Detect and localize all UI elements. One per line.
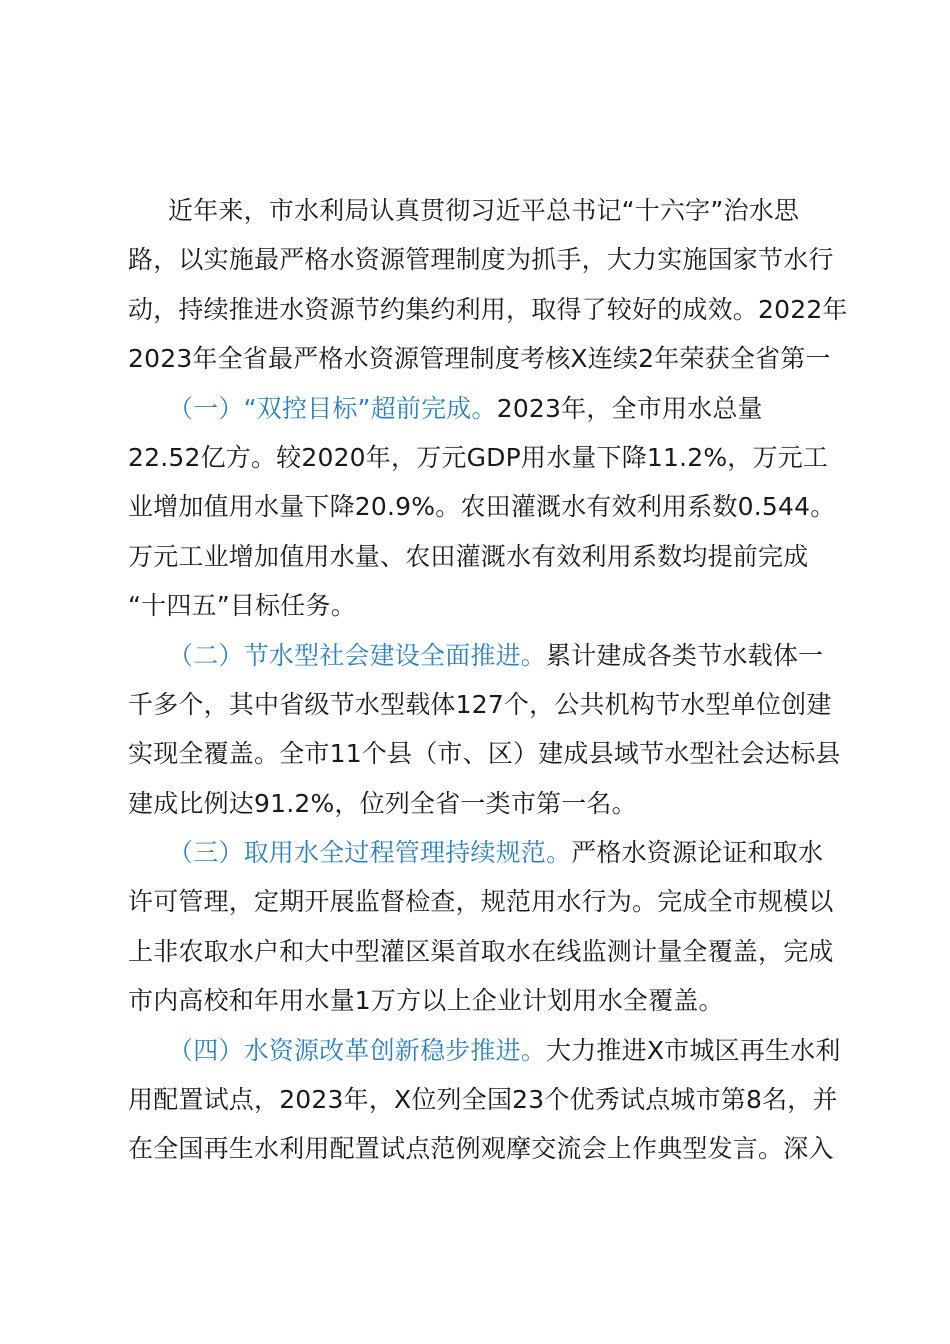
text-line: “十四五”目标任务。 xyxy=(128,591,356,621)
text-line: 市内高校和年用水量1万方以上企业计划用水全覆盖。 xyxy=(128,986,724,1016)
text-line: 千多个，其中省级节水型载体127个，公共机构节水型单位创建 xyxy=(128,689,832,719)
section-4-first-line-text: 大力推进X市城区再生水利 xyxy=(546,1035,841,1065)
text-line: 万元工业增加值用水量、农田灌溉水有效利用系数均提前完成 xyxy=(128,541,809,571)
text-line: 22.52亿方。较2020年，万元GDP用水量下降11.2%，万元工 xyxy=(128,442,829,472)
section-3-first-line-text: 严格水资源论证和取水 xyxy=(571,838,824,868)
document-page xyxy=(128,186,860,1174)
section-1-heading: （一）“双控目标”超前完成。 xyxy=(168,393,497,423)
text-line: 近年来，市水利局认真贯彻习近平总书记“十六字”治水思 xyxy=(168,196,800,225)
text-line: 建成比例达91.2%，位列全省一类市第一名。 xyxy=(128,788,637,818)
section-4-heading: （四）水资源改革创新稳步推进。 xyxy=(168,1035,547,1065)
section-4-paragraph xyxy=(128,1026,860,1174)
text-line: 路，以实施最严格水资源管理制度为抓手，大力实施国家节水行 xyxy=(128,245,834,275)
section-1-first-line xyxy=(128,384,860,433)
section-2-first-line-text: 累计建成各类节水载体一 xyxy=(546,640,824,670)
section-3-first-line xyxy=(128,828,860,877)
section-1-paragraph xyxy=(128,384,860,631)
text-line: 许可管理，定期开展监督检查，规范用水行为。完成全市规模以 xyxy=(128,887,834,917)
text-line: 上非农取水户和大中型灌区渠首取水在线监测计量全覆盖，完成 xyxy=(128,936,834,966)
text-line: 2023年全省最严格水资源管理制度考核X连续2年荣获全省第一 xyxy=(128,344,831,374)
text-line: 用配置试点，2023年，X位列全国23个优秀试点城市第8名，并 xyxy=(128,1085,838,1115)
section-2-first-line xyxy=(128,631,860,680)
section-2-paragraph xyxy=(128,631,860,829)
section-3-paragraph xyxy=(128,828,860,1026)
text-line: 业增加值用水量下降20.9%。农田灌溉水有效利用系数0.544。 xyxy=(128,492,836,522)
text-line: 在全国再生水利用配置试点范例观摩交流会上作典型发言。深入 xyxy=(128,1134,834,1164)
text-line: 动，持续推进水资源节约集约利用，取得了较好的成效。2022年 xyxy=(128,294,848,324)
section-2-heading: （二）节水型社会建设全面推进。 xyxy=(168,640,547,670)
section-3-heading: （三）取用水全过程管理持续规范。 xyxy=(168,838,572,868)
text-line: 实现全覆盖。全市11个县（市、区）建成县域节水型社会达标县 xyxy=(128,739,841,769)
intro-paragraph xyxy=(128,186,860,384)
section-4-first-line xyxy=(128,1026,860,1075)
section-1-first-line-text: 2023年，全市用水总量 xyxy=(496,393,763,423)
